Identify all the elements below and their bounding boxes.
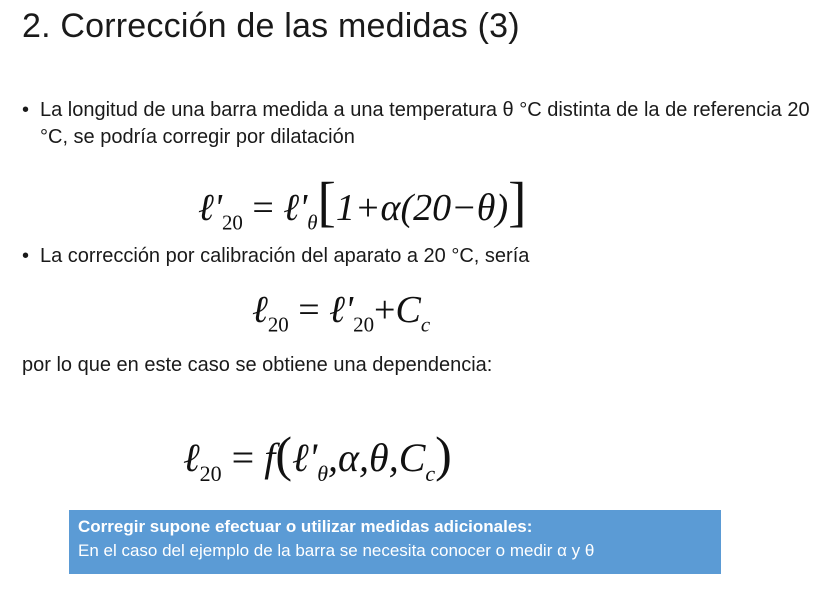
eq-lhs-subscript: 20 [199,460,222,486]
eq-lhs-subscript: 20 [267,312,289,337]
eq-lhs-subscript: 20 [221,210,243,235]
eq-arg-c: C [398,435,426,480]
eq-term-2-subscript: c [420,312,431,337]
eq-arg-1-subscript: θ [317,460,329,486]
bullet-dot: • [22,245,30,267]
eq-function: f [264,435,276,480]
bullet-item-calibration [22,243,812,270]
note-text: En el caso del ejemplo de la barra se necesita conocer o medir α y θ [78,541,595,560]
eq-arg-1: ℓ' [292,435,318,480]
eq-rhs: ℓ' [283,187,308,229]
equation-calibration-correction [252,288,430,337]
right-paren: ) [435,426,452,482]
eq-term-2: C [395,289,421,331]
bullet-dot: • [22,99,30,121]
eq-term-1-subscript: 20 [353,312,375,337]
right-bracket: ] [508,171,527,232]
left-bracket: [ [317,171,336,232]
equation-dependency [183,425,452,487]
dependency-paragraph: por lo que en este caso se obtiene una dependencia: [22,354,493,376]
eq-plus: + [374,289,396,331]
bullet-text: La corrección por calibración del aparato a 20 °C, sería [40,245,530,267]
eq-equals: = [231,435,255,480]
eq-arg-c-subscript: c [425,460,436,486]
eq-rhs-subscript: θ [307,210,318,235]
eq-equals: = [252,187,274,229]
equation-dilatation-correction [198,170,526,235]
eq-body: 1+α(20−θ) [335,187,509,229]
note-heading: Corregir supone efectuar o utilizar medidas adicionales: [78,517,533,536]
eq-lhs: ℓ [183,435,200,480]
slide-title: 2. Corrección de las medidas (3) [22,7,520,45]
eq-lhs: ℓ' [198,187,222,229]
eq-lhs: ℓ [252,289,268,331]
left-paren: ( [275,426,293,482]
bullet-item-dilatation [22,97,812,151]
eq-args-rest: ,α,θ, [328,435,399,480]
eq-equals: = [298,289,320,331]
highlight-note-box [69,510,721,574]
bullet-text: La longitud de una barra medida a una temperatura θ °C distinta de la de referencia 20 °C, se podría corregir por dilatación [40,99,810,148]
eq-term-1: ℓ' [329,289,354,331]
